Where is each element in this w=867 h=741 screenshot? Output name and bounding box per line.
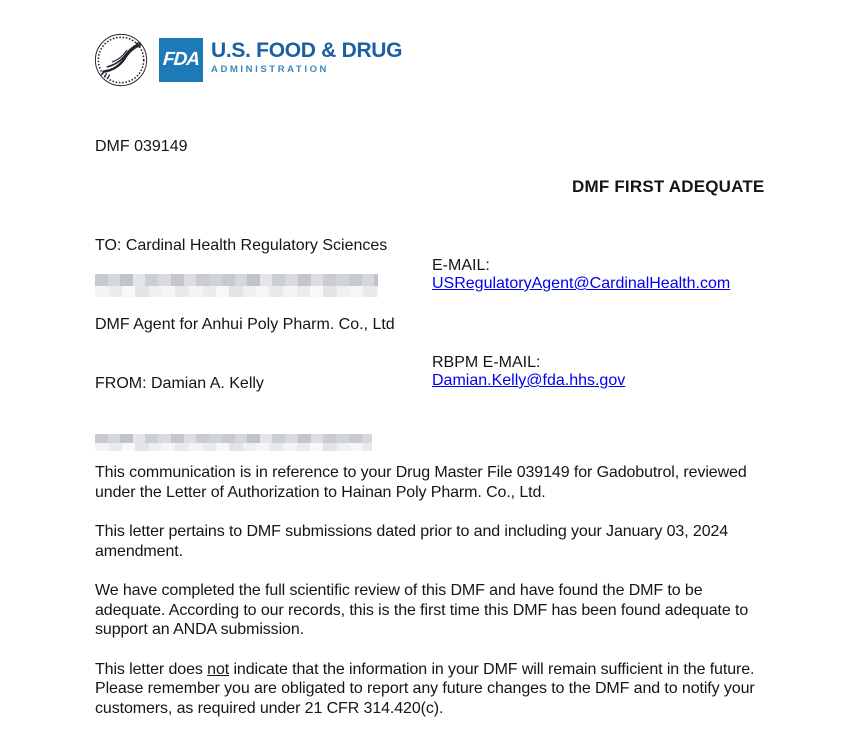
redacted-address-block [95, 274, 378, 297]
fda-logo-square [159, 38, 203, 82]
rbpm-email-label: RBPM E-MAIL: [432, 354, 541, 371]
redacted-date-block [95, 434, 372, 451]
fda-wordmark [211, 40, 402, 75]
letter-title: DMF FIRST ADEQUATE [572, 177, 765, 196]
regulatory-agent-email-link[interactable]: USRegulatoryAgent@CardinalHealth.com [432, 275, 731, 292]
paragraph-reference: This communication is in reference to your Drug Master File 039149 for Gadobutrol, reviewed under the Letter of Authorization to Hainan Poly Pharm. Co., Ltd. [95, 464, 747, 501]
redaction-pixel-row [95, 286, 378, 297]
paragraph-disclaimer [95, 660, 775, 719]
redaction-pixel-row [95, 443, 372, 451]
paragraph-review-result: We have completed the full scientific review of this DMF and have found the DMF to be adequate. According to our records, this is the first time this DMF has been found adequate to support an ANDA submission. [95, 582, 749, 638]
disclaimer-underlined-not: not [207, 660, 230, 678]
letter-body [95, 463, 775, 738]
dmf-number: DMF 039149 [95, 138, 188, 155]
fda-letterhead [92, 30, 402, 92]
fda-wordmark-line1: U.S. FOOD & DRUG [211, 39, 403, 62]
dmf-agent-line: DMF Agent for Anhui Poly Pharm. Co., Ltd [95, 316, 395, 333]
disclaimer-text-after: indicate that the information in your DMF will remain sufficient in the future. Please remember you are obligated to report any future changes to the DMF and to notify your customers, as required under 21 CFR 314.420(c). [95, 660, 755, 717]
from-line: FROM: Damian A. Kelly [95, 375, 264, 392]
redaction-pixel-row [95, 434, 372, 443]
disclaimer-text-before: This letter does [95, 660, 208, 678]
rbpm-email-link[interactable]: Damian.Kelly@fda.hhs.gov [432, 372, 626, 389]
recipient-to-line: TO: Cardinal Health Regulatory Sciences [95, 237, 388, 254]
fda-acronym: FDA [162, 49, 200, 70]
hhs-seal-icon [92, 31, 150, 89]
paragraph-submissions: This letter pertains to DMF submissions dated prior to and including your January 03, 2024 amendment. [95, 523, 729, 560]
email-label: E-MAIL: [432, 257, 490, 274]
redaction-pixel-row [95, 274, 378, 286]
fda-wordmark-line2: ADMINISTRATION [211, 64, 330, 75]
